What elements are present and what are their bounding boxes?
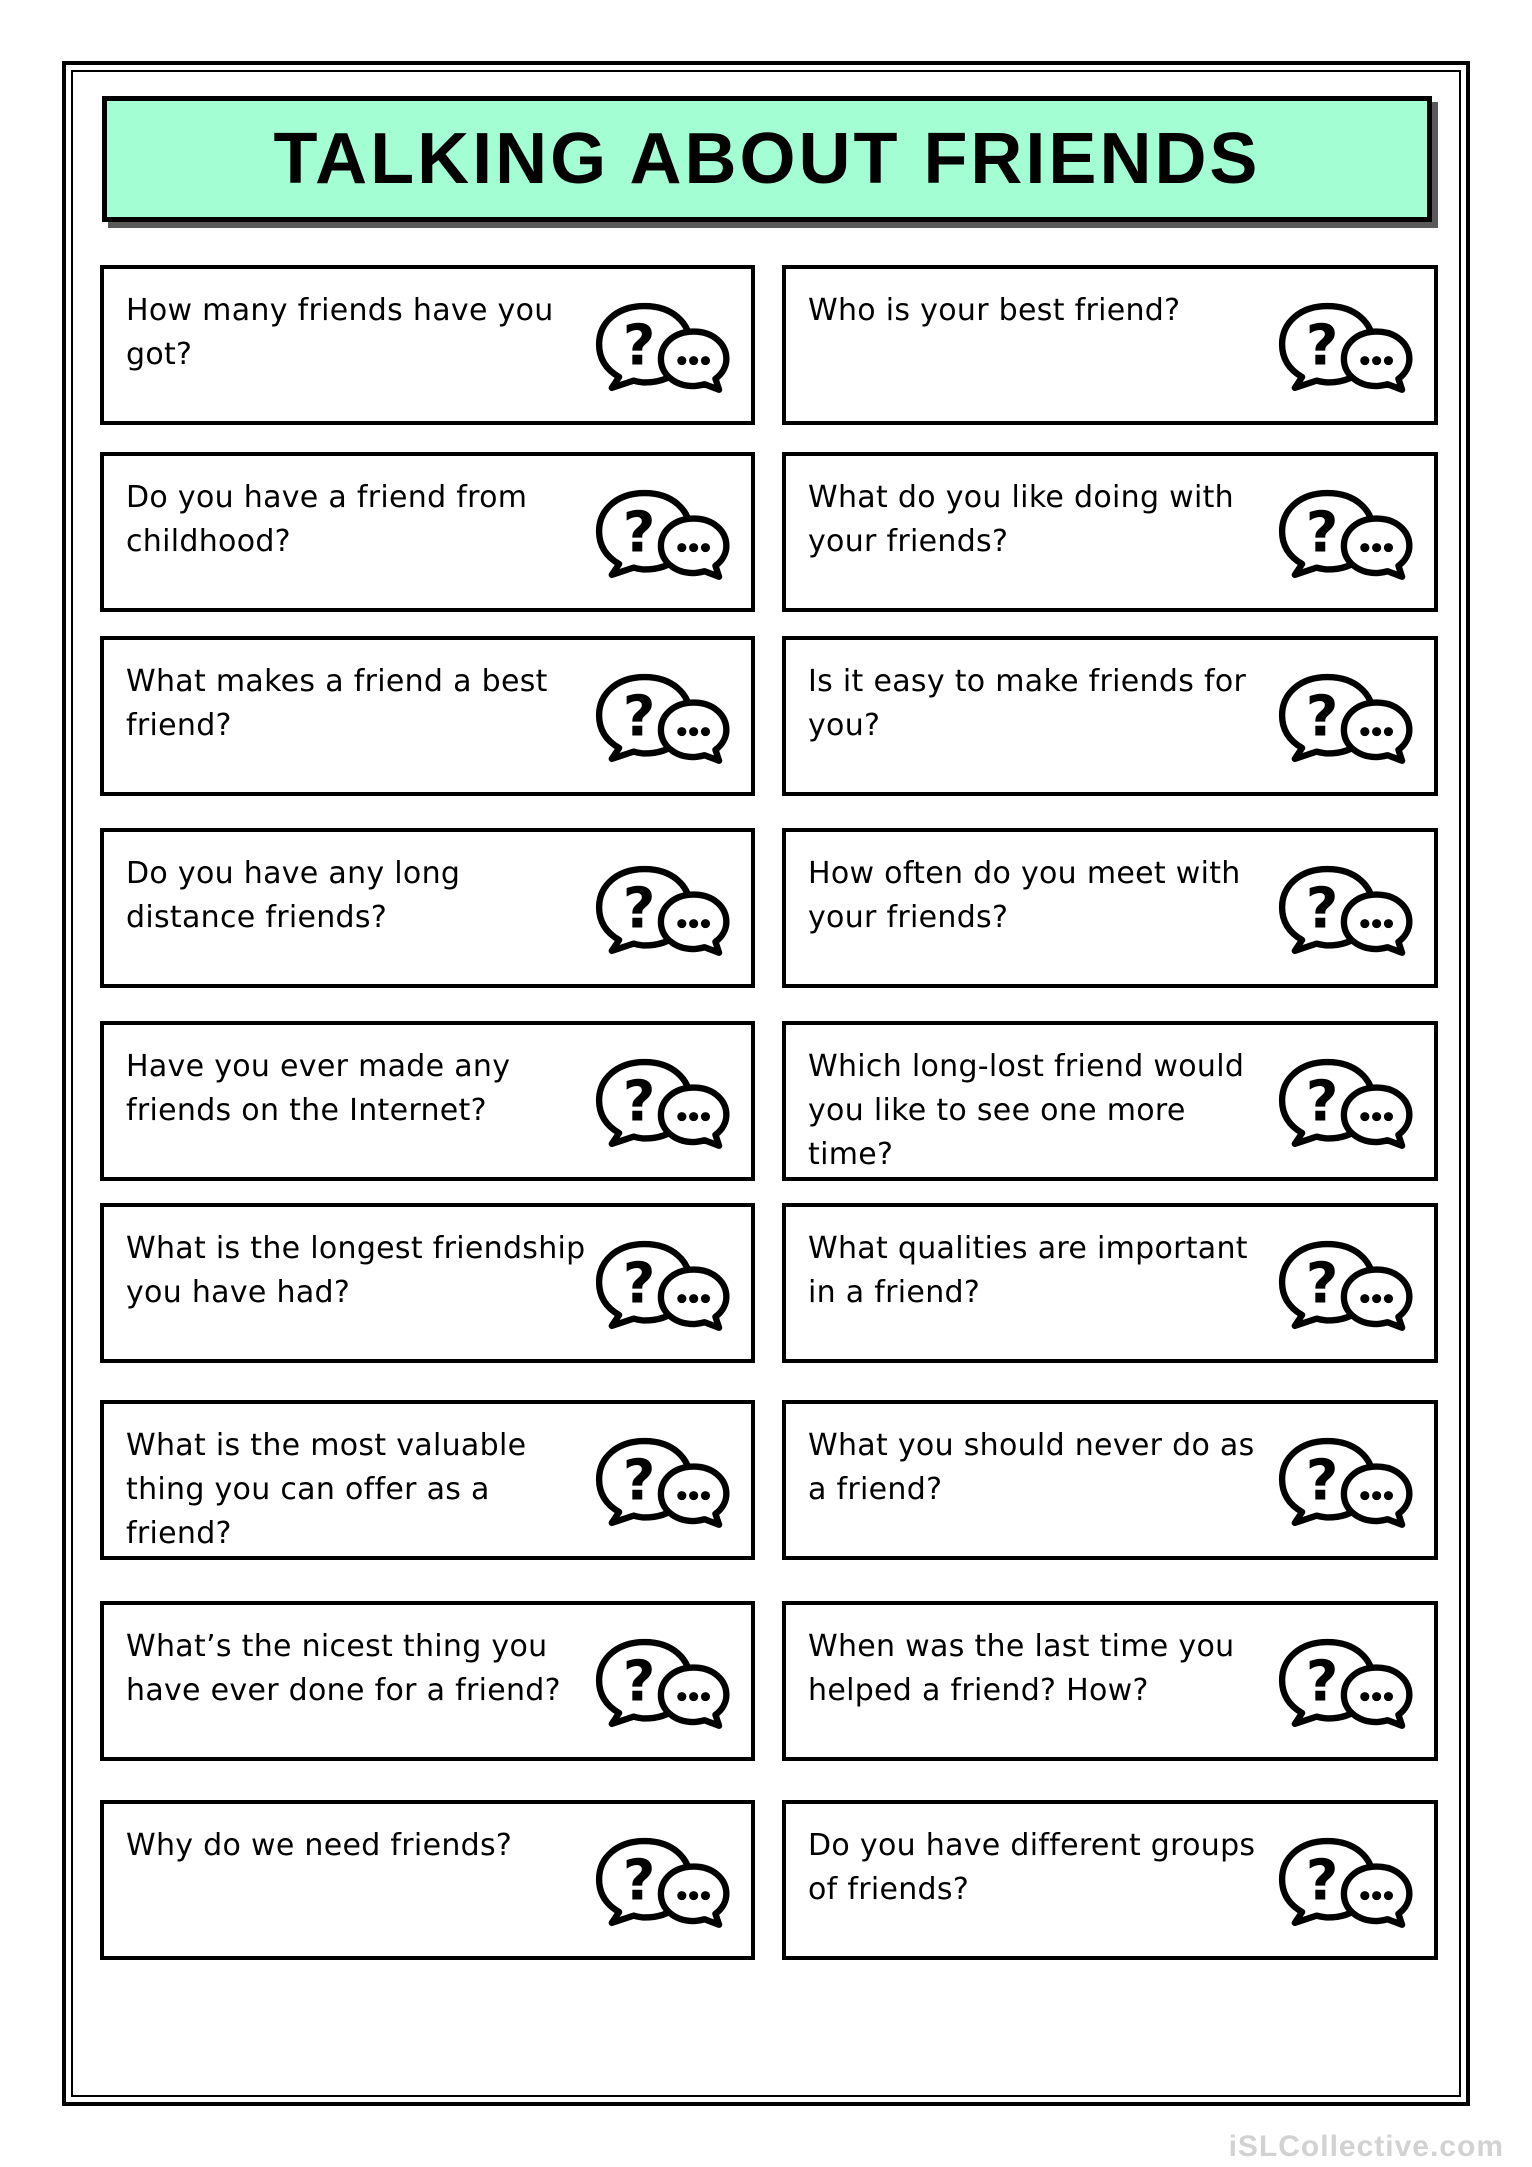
page-title: TALKING ABOUT FRIENDS [273, 119, 1261, 199]
question-chat-bubbles-icon [1268, 484, 1418, 584]
question-chat-bubbles-icon [1268, 1053, 1418, 1153]
question-text: What makes a friend a best friend? [126, 664, 548, 743]
question-card [100, 452, 755, 612]
question-card [782, 1601, 1438, 1761]
question-card [100, 828, 755, 988]
question-text: Do you have different groups of friends? [808, 1828, 1256, 1907]
question-text: Is it easy to make friends for you? [808, 664, 1247, 743]
question-card [782, 636, 1438, 796]
question-chat-bubbles-icon [1268, 1432, 1418, 1532]
question-chat-bubbles-icon [585, 1235, 735, 1335]
title-banner [102, 96, 1432, 222]
question-text: When was the last time you helped a friend? How? [808, 1629, 1235, 1708]
question-card [100, 1800, 755, 1960]
question-card [782, 1021, 1438, 1181]
question-chat-bubbles-icon [1268, 668, 1418, 768]
question-card [782, 265, 1438, 425]
question-text: What is the longest friendship you have had? [126, 1231, 586, 1310]
question-text: Do you have any long distance friends? [126, 856, 461, 935]
question-text: Have you ever made any friends on the Internet? [126, 1049, 511, 1128]
question-text: What is the most valuable thing you can offer as a friend? [126, 1428, 527, 1551]
question-chat-bubbles-icon [585, 860, 735, 960]
question-chat-bubbles-icon [585, 1053, 735, 1153]
question-chat-bubbles-icon [585, 1432, 735, 1532]
question-text: How many friends have you got? [126, 293, 554, 372]
question-text: What you should never do as a friend? [808, 1428, 1255, 1507]
question-chat-bubbles-icon [1268, 1633, 1418, 1733]
question-chat-bubbles-icon [585, 668, 735, 768]
question-card [100, 1021, 755, 1181]
question-text: Why do we need friends? [126, 1828, 513, 1863]
question-card [100, 1400, 755, 1560]
question-text: Who is your best friend? [808, 293, 1181, 328]
question-card [782, 1800, 1438, 1960]
watermark: iSLCollective.com [1228, 2130, 1504, 2163]
question-text: How often do you meet with your friends? [808, 856, 1241, 935]
question-chat-bubbles-icon [1268, 1235, 1418, 1335]
question-text: Do you have a friend from childhood? [126, 480, 528, 559]
question-card [100, 265, 755, 425]
question-card [100, 1203, 755, 1363]
question-card [782, 1400, 1438, 1560]
question-text: What qualities are important in a friend? [808, 1231, 1248, 1310]
question-card [782, 1203, 1438, 1363]
question-chat-bubbles-icon [1268, 297, 1418, 397]
question-chat-bubbles-icon [585, 297, 735, 397]
question-chat-bubbles-icon [585, 1832, 735, 1932]
question-chat-bubbles-icon [1268, 860, 1418, 960]
question-chat-bubbles-icon [585, 484, 735, 584]
question-text: What do you like doing with your friends? [808, 480, 1234, 559]
question-card [100, 1601, 755, 1761]
question-text: Which long-lost friend would you like to see one more time? [808, 1049, 1245, 1172]
question-text: What’s the nicest thing you have ever done for a friend? [126, 1629, 561, 1708]
question-chat-bubbles-icon [585, 1633, 735, 1733]
question-card [100, 636, 755, 796]
question-chat-bubbles-icon [1268, 1832, 1418, 1932]
question-card [782, 828, 1438, 988]
question-card [782, 452, 1438, 612]
